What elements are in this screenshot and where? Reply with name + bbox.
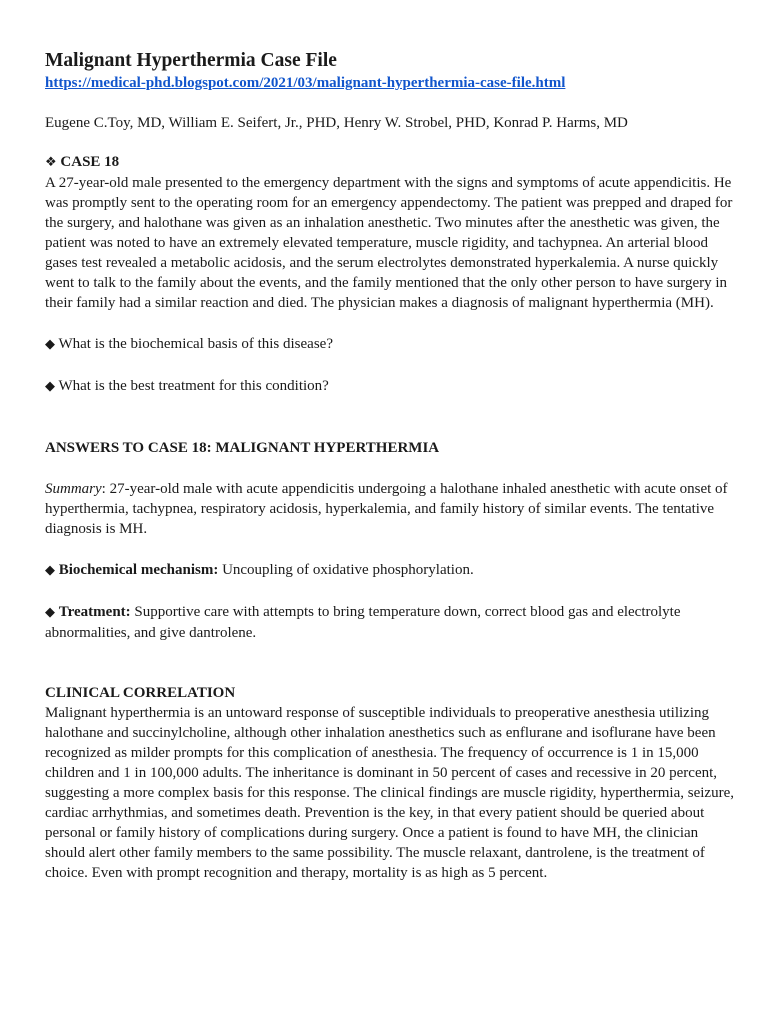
question-text: What is the best treatment for this condition? bbox=[58, 378, 329, 394]
mechanism-item bbox=[45, 560, 735, 581]
page-title: Malignant Hyperthermia Case File bbox=[45, 50, 337, 71]
clinical-heading: CLINICAL CORRELATION bbox=[45, 685, 236, 701]
question-item bbox=[45, 334, 735, 355]
diamond-bullet-icon: ◆ bbox=[45, 337, 55, 352]
case-heading bbox=[45, 152, 735, 173]
diamond-bullet-icon: ◆ bbox=[45, 379, 55, 394]
question-item bbox=[45, 376, 735, 397]
source-link[interactable]: https://medical-phd.blogspot.com/2021/03/malignant-hyperthermia-case-file.html bbox=[45, 75, 566, 91]
answers-heading: ANSWERS TO CASE 18: MALIGNANT HYPERTHERMIA bbox=[45, 440, 440, 456]
treatment-label: Treatment: bbox=[58, 604, 131, 620]
summary-text: : 27-year-old male with acute appendicitis undergoing a halothane inhaled anesthetic with acute onset of hyperthermia, tachypnea, respiratory acidosis, hyperkalemia, and family history of similar events. The tentative diagnosis is MH. bbox=[45, 481, 728, 537]
case-description: A 27-year-old male presented to the emergency department with the signs and symptoms of acute appendicitis. He was promptly sent to the operating room for an emergency appendectomy. The patient was prepped and draped for the surgery, and halothane was given as an inhalation anesthetic. Two minutes after the anesthetic was given, the patient was noted to have an extremely elevated temperature, muscle rigidity, and tachypnea. An arterial blood gases test revealed a metabolic acidosis, and the serum electrolytes demonstrated hyperkalemia. A nurse quickly went to talk to the family about the events, and the family mentioned that the only other person to have surgery in their family had a similar reaction and died. The physician makes a diagnosis of malignant hyperthermia (MH). bbox=[45, 175, 733, 311]
question-text: What is the biochemical basis of this disease? bbox=[58, 336, 333, 352]
mechanism-label: Biochemical mechanism: bbox=[58, 562, 219, 578]
summary-paragraph bbox=[45, 479, 735, 539]
clinical-paragraph: Malignant hyperthermia is an untoward response of susceptible individuals to preoperative anesthesia utilizing halothane and succinylcholine, although other inhalation anesthetics such as enflurane and isoflurane have been recognized as milder prompts for this complication of anesthesia. The frequency of occurrence is 1 in 15,000 children and 1 in 100,000 adults. The inheritance is dominant in 50 percent of cases and recessive in 20 percent, suggesting a more complex basis for this response. The clinical findings are muscle rigidity, hyperthermia, seizure, cardiac arrhythmias, and sometimes death. Prevention is the key, in that every patient should be queried about personal or family history of complications during surgery. Once a patient is found to have MH, the clinician should alert other family members to the same possibility. The muscle relaxant, dantrolene, is the treatment of choice. Even with prompt recognition and therapy, mortality is as high as 5 percent. bbox=[45, 705, 734, 881]
diamond-bullet-icon: ◆ bbox=[45, 563, 55, 578]
mechanism-text: Uncoupling of oxidative phosphorylation. bbox=[218, 562, 474, 578]
treatment-text: Supportive care with attempts to bring temperature down, correct blood gas and electrolyte abnormalities, and give dantrolene. bbox=[45, 604, 681, 641]
diamond-cluster-icon: ❖ bbox=[45, 155, 57, 170]
treatment-item bbox=[45, 602, 735, 643]
case-heading-label: CASE 18 bbox=[60, 154, 120, 170]
summary-label: Summary bbox=[45, 481, 102, 497]
document-page bbox=[45, 48, 735, 883]
diamond-bullet-icon: ◆ bbox=[45, 605, 55, 620]
authors-line: Eugene C.Toy, MD, William E. Seifert, Jr., PHD, Henry W. Strobel, PHD, Konrad P. Harms, MD bbox=[45, 115, 628, 131]
